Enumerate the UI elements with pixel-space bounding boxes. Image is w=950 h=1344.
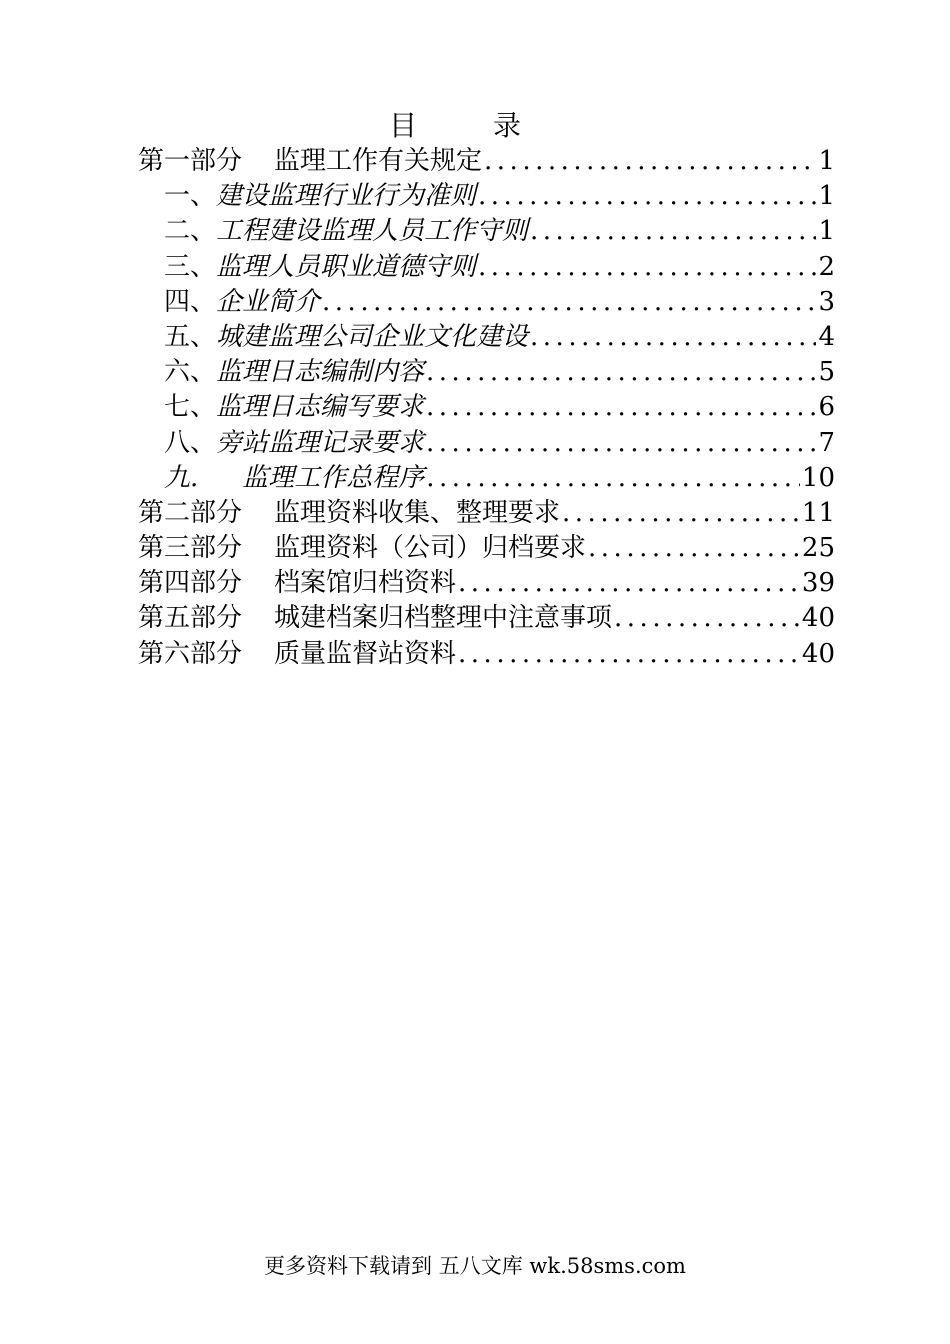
toc-entry-text [138,390,424,425]
toc-title [0,108,930,144]
toc-entry-text [138,566,456,601]
toc-entry-label: 监理工作有关规定 [274,146,483,176]
toc-entry-page: 39 [801,568,835,599]
toc-entry-page: 2 [818,251,835,282]
toc-entry-label: 监理资料收集、整理要求 [274,497,561,528]
toc-leader-dots [320,285,816,320]
toc-entry[interactable] [138,179,835,214]
toc-leader-dots [528,214,816,249]
toc-entry-text [138,144,482,179]
toc-entry[interactable] [138,601,835,636]
toc-entry-text [138,531,586,566]
toc-entry-text [138,355,424,390]
toc-leader-dots [476,179,816,214]
toc-entry[interactable] [138,496,835,531]
toc-entry-text [138,250,476,285]
footer-download-note: 更多资料下载请到 五八文库 wk.58sms.com [264,1254,686,1278]
toc-leader-dots [612,601,800,636]
toc-entry-label: 档案馆归档资料 [274,568,457,599]
toc-entry[interactable] [138,461,835,496]
toc-entry-number: 第三部分 [138,533,243,564]
toc-entry-page: 1 [818,181,835,212]
toc-entry-number: 六、 [164,357,217,388]
toc-entry-number: 九. [164,462,199,493]
toc-entry[interactable] [138,285,835,320]
toc-entry-text [138,179,476,214]
toc-entry-number: 七、 [164,392,217,423]
toc-entry-page: 1 [818,146,835,176]
toc-entry-number: 第六部分 [138,638,243,669]
toc-entry-label: 监理日志编制内容 [216,357,425,388]
toc-entry[interactable] [138,214,835,249]
table-of-contents [138,144,835,672]
toc-leader-dots [560,496,800,531]
toc-entry-page: 10 [801,462,835,493]
toc-entry[interactable] [138,566,835,601]
toc-entry[interactable] [138,320,835,355]
toc-entry[interactable] [138,637,835,672]
toc-leader-dots [424,355,816,390]
toc-entry[interactable] [138,390,835,425]
toc-entry-label: 旁站监理记录要求 [216,427,425,458]
toc-entry-page: 25 [801,533,835,564]
toc-entry-label: 建设监理行业行为准则 [216,181,477,212]
toc-entry-text [138,214,528,249]
toc-entry-label: 工程建设监理人员工作守则 [216,216,529,247]
toc-entry-number: 二、 [164,216,217,247]
toc-entry-text [138,320,528,355]
toc-entry[interactable] [138,355,835,390]
toc-leader-dots [528,320,816,355]
toc-title-char-2: 录 [493,109,522,142]
toc-entry-page: 6 [818,392,835,423]
toc-entry-page: 3 [818,286,835,317]
toc-entry-page: 11 [801,497,835,528]
toc-entry-page: 7 [818,427,835,458]
toc-entry[interactable] [138,250,835,285]
toc-entry-page: 4 [818,321,835,352]
toc-entry-number: 一、 [164,181,217,212]
toc-entry-label: 城建档案归档整理中注意事项 [274,603,613,634]
toc-leader-dots [482,144,816,179]
toc-leader-dots [456,566,800,601]
toc-entry-number: 第一部分 [138,146,243,176]
toc-entry-label: 质量监督站资料 [274,638,457,669]
toc-entry[interactable] [138,144,835,179]
toc-entry-label: 监理工作总程序 [242,462,425,493]
toc-entry-number: 四、 [164,286,217,317]
toc-entry-number: 五、 [164,321,217,352]
toc-entry-page: 40 [801,638,835,669]
toc-entry-number: 八、 [164,427,217,458]
toc-entry-text [138,496,560,531]
toc-entry-page: 40 [801,603,835,634]
toc-entry-text [138,601,612,636]
toc-leader-dots [586,531,800,566]
toc-entry-label: 监理人员职业道德守则 [216,251,477,282]
toc-leader-dots [476,250,816,285]
toc-leader-dots [424,390,816,425]
toc-entry-page: 5 [818,357,835,388]
toc-leader-dots [424,461,800,496]
toc-entry[interactable] [138,426,835,461]
toc-leader-dots [456,637,800,672]
toc-entry-number: 三、 [164,251,217,282]
toc-title-char-1: 目 [388,109,417,142]
toc-entry-text [138,285,320,320]
toc-entry-number: 第五部分 [138,603,243,634]
toc-entry-label: 企业简介 [216,286,321,317]
toc-entry[interactable] [138,531,835,566]
toc-entry-label: 城建监理公司企业文化建设 [216,321,529,352]
toc-entry-number: 第二部分 [138,497,243,528]
toc-entry-text [138,461,424,496]
toc-entry-page: 1 [818,216,835,247]
toc-entry-label: 监理资料（公司）归档要求 [274,533,587,564]
toc-entry-number: 第四部分 [138,568,243,599]
toc-entry-text [138,426,424,461]
toc-entry-text [138,637,456,672]
toc-entry-label: 监理日志编写要求 [216,392,425,423]
toc-leader-dots [424,426,816,461]
